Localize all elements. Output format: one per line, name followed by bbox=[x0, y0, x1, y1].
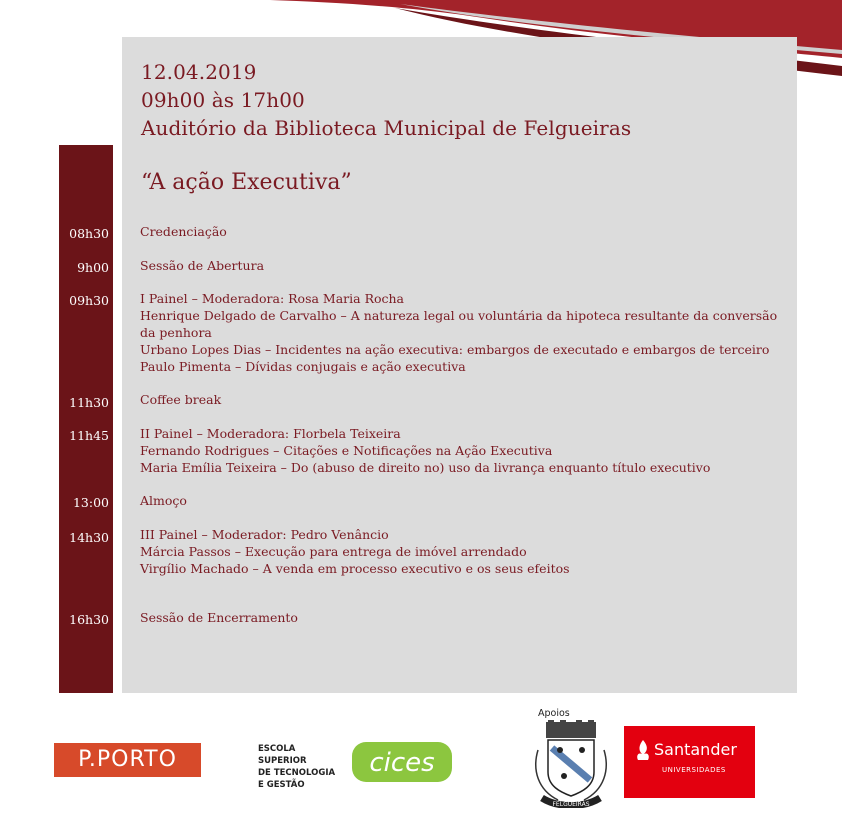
estg-logo bbox=[258, 743, 335, 791]
pporto-logo: P.PORTO bbox=[54, 743, 201, 777]
santander-name: Santander bbox=[654, 740, 737, 759]
schedule-item bbox=[140, 492, 780, 509]
schedule-item bbox=[140, 223, 780, 240]
event-header bbox=[141, 58, 631, 142]
schedule-time: 11h45 bbox=[69, 428, 109, 443]
schedule-line: Urbano Lopes Dias – Incidentes na ação executiva: embargos de executado e embargos de terceiro bbox=[140, 342, 770, 357]
schedule-time: 13:00 bbox=[72, 495, 109, 510]
schedule-time: 16h30 bbox=[69, 612, 109, 627]
estg-logo-line: DE TECNOLOGIA bbox=[258, 768, 336, 778]
santander-logo bbox=[624, 726, 755, 798]
schedule-line: Maria Emília Teixeira – Do (abuso de direito no) uso da livrança enquanto título executivo bbox=[140, 460, 711, 475]
santander-subtitle: UNIVERSIDADES bbox=[662, 766, 726, 774]
flame-icon bbox=[636, 740, 650, 760]
event-hours: 09h00 às 17h00 bbox=[141, 88, 305, 112]
schedule-line: II Painel – Moderadora: Florbela Teixeira bbox=[140, 426, 401, 441]
schedule-line: Sessão de Encerramento bbox=[140, 610, 298, 625]
cices-logo-text: cices bbox=[369, 748, 435, 778]
schedule-item bbox=[140, 609, 780, 626]
event-venue: Auditório da Biblioteca Municipal de Felgueiras bbox=[141, 116, 632, 140]
estg-logo-line: E GESTÃO bbox=[258, 780, 305, 790]
felgueiras-crest-icon bbox=[528, 720, 614, 808]
event-date: 12.04.2019 bbox=[141, 60, 257, 84]
schedule-time: 14h30 bbox=[69, 530, 109, 545]
schedule-line: Márcia Passos – Execução para entrega de imóvel arrendado bbox=[140, 544, 527, 559]
estg-logo-line: SUPERIOR bbox=[258, 756, 307, 766]
schedule-line: I Painel – Moderadora: Rosa Maria Rocha bbox=[140, 291, 405, 306]
schedule-time: 9h00 bbox=[77, 260, 109, 275]
schedule-line: Paulo Pimenta – Dívidas conjugais e ação executiva bbox=[140, 359, 466, 374]
schedule-line: Almoço bbox=[140, 493, 187, 508]
schedule-item bbox=[140, 425, 780, 476]
schedule-time: 09h30 bbox=[69, 293, 109, 308]
schedule-item bbox=[140, 257, 780, 274]
schedule-line: Coffee break bbox=[140, 392, 222, 407]
event-title: “A ação Executiva” bbox=[141, 170, 352, 195]
schedule-line: Sessão de Abertura bbox=[140, 258, 265, 273]
schedule-item bbox=[140, 526, 780, 577]
schedule-line: Credenciação bbox=[140, 224, 227, 239]
apoios-label: Apoios bbox=[538, 708, 570, 719]
schedule-time: 08h30 bbox=[69, 226, 109, 241]
schedule-item bbox=[140, 391, 780, 408]
cices-logo bbox=[352, 740, 452, 784]
crest-text: FELGUEIRAS bbox=[552, 801, 590, 808]
estg-logo-line: ESCOLA bbox=[258, 744, 296, 754]
schedule-line: Fernando Rodrigues – Citações e Notificações na Ação Executiva bbox=[140, 443, 553, 458]
schedule-line: Virgílio Machado – A venda em processo executivo e os seus efeitos bbox=[140, 561, 570, 576]
schedule-line: III Painel – Moderador: Pedro Venâncio bbox=[140, 527, 389, 542]
schedule-item bbox=[140, 290, 780, 375]
schedule-line: Henrique Delgado de Carvalho – A natureza legal ou voluntária da hipoteca resultante da conversão da penhora bbox=[140, 308, 778, 340]
schedule-time: 11h30 bbox=[69, 395, 109, 410]
